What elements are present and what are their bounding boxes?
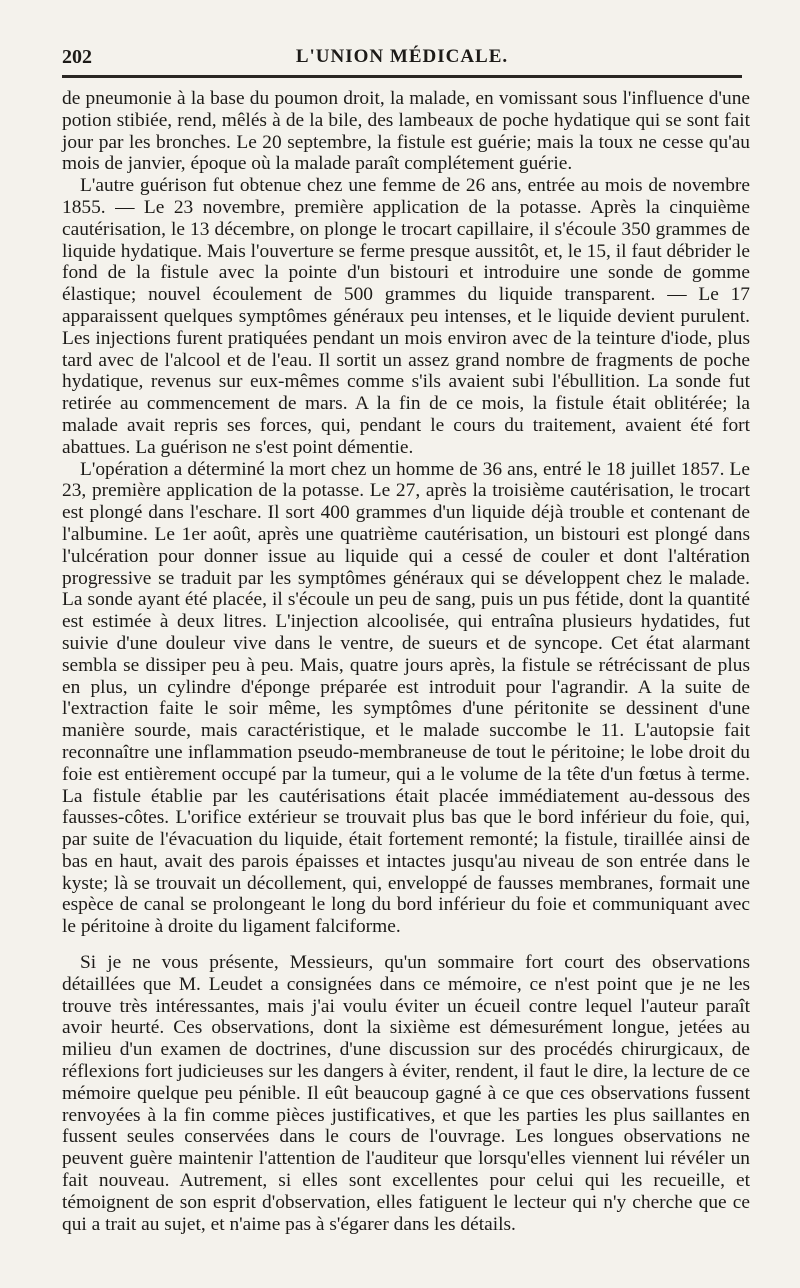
paragraph: L'opération a déterminé la mort chez un homme de 36 ans, entré le 18 juillet 1857. Le 23, première application de la potasse. Le 27, après la troisième cautérisation, le trocart est plongé dans l'eschare. Il sort 400 grammes d'un liquide déjà trouble et contenant de l'albumine. Le 1er août, après une quatrième cautérisation, un bistouri est plongé dans l'ulcération pour donner issue au liquide qui a cessé de couler et dont l'altération progressive se traduit par les symptômes généraux qui se développent chez le malade. La sonde ayant été placée, il s'écoule un peu de sang, puis un pus fétide, dont la quantité est estimée à deux litres. L'injection alcoolisée, qui entraîna plusieurs hydatides, fut suivie d'une douleur vive dans le ventre, de sueurs et de syncope. Cet état alarmant sembla se dissiper peu à peu. Mais, quatre jours après, la fistule se rétrécissant de plus en plus, un cylindre d'éponge préparée est introduit pour l'agrandir. A la suite de l'extraction faite le soir même, les symptômes d'une péritonite se dessinent d'une manière sourde, mais caractéristique, et le malade succombe le 11. L'autopsie fait reconnaître une inflammation pseudo-membraneuse de tout le péritoine; le lobe droit du foie est entièrement occupé par la tumeur, qui a le volume de la tête d'un fœtus à terme. La fistule établie par les cautérisations était placée immédiatement au-dessous des fausses-côtes. L'orifice extérieur se trouvait plus bas que le bord inférieur du foie, qui, par suite de l'évacuation du liquide, était fortement remonté; la fistule, tiraillée ainsi de bas en haut, avait des parois épaisses et intactes jusqu'au niveau de son entrée dans le kyste; là se trouvait un décollement, qui, enveloppé de fausses membranes, formait une espèce de canal se prolongeant le long du bord inférieur du foie et communiquant avec le péritoine à droite du ligament falciforme. [62,458,750,938]
body-text [62,88,750,1235]
header-rule [62,75,742,78]
paragraph: de pneumonie à la base du poumon droit, la malade, en vomissant sous l'influence d'une potion stibiée, rend, mêlés à de la bile, des lambeaux de poche hydatique qui se sont fait jour par les bronches. Le 20 septembre, la fistule est guérie; mais la toux ne cesse qu'au mois de janvier, époque où la malade paraît complétement guérie. [62,88,750,175]
paragraph: L'autre guérison fut obtenue chez une femme de 26 ans, entrée au mois de novembre 1855. — Le 23 novembre, première application de la potasse. Après la cinquième cautérisation, le 13 décembre, on plonge le trocart capillaire, il s'écoule 350 grammes de liquide hydatique. Mais l'ouverture se ferme presque aussitôt, et, le 15, il faut débrider le fond de la fistule avec la pointe d'un bistouri et introduire une sonde de gomme élastique; nouvel écoulement de 500 grammes du liquide transparent. — Le 17 apparaissent quelques symptômes généraux peu intenses, et le liquide devient purulent. Les injections furent pratiquées pendant un mois environ avec de la teinture d'iode, plus tard avec de l'alcool et de l'eau. Il sortit un assez grand nombre de fragments de poche hydatique, revenus sur eux-mêmes comme s'ils avaient subi l'ébullition. La sonde fut retirée au commencement de mars. A la fin de ce mois, la fistule était oblitérée; la malade avait repris ses forces, qui, pendant le cours du traitement, avaient été fort abattues. La guérison ne s'est point démentie. [62,175,750,458]
running-title: L'UNION MÉDICALE. [295,46,509,67]
page-header [62,42,742,72]
page-number: 202 [62,46,92,68]
paragraph: Si je ne vous présente, Messieurs, qu'un sommaire fort court des observations détaillées que M. Leudet a consignées dans ce mémoire, ce n'est point que je ne les trouve très intéressantes, mais j'ai voulu éviter un écueil contre lequel l'auteur paraît avoir heurté. Ces observations, dont la sixième est démesurément longue, jetées au milieu d'un examen de doctrines, d'une discussion sur des procédés chirurgicaux, de réflexions fort judicieuses sur les dangers à éviter, rendent, il faut le dire, la lecture de ce mémoire quelque peu pénible. Il eût beaucoup gagné à ce que ces observations fussent renvoyées à la fin comme pièces justificatives, et que les parties les plus saillantes en fussent seules conservées dans le cours de l'ouvrage. Les longues observations ne peuvent guère maintenir l'attention de l'auditeur que lorsqu'elles viennent lui révéler un fait nouveau. Autrement, si elles sont excellentes pour celui qui les recueille, et témoignent de son esprit d'observation, elles fatiguent le lecteur qui n'y cherche que ce qui a trait au sujet, et n'aime pas à s'égarer dans les détails. [62,952,750,1235]
